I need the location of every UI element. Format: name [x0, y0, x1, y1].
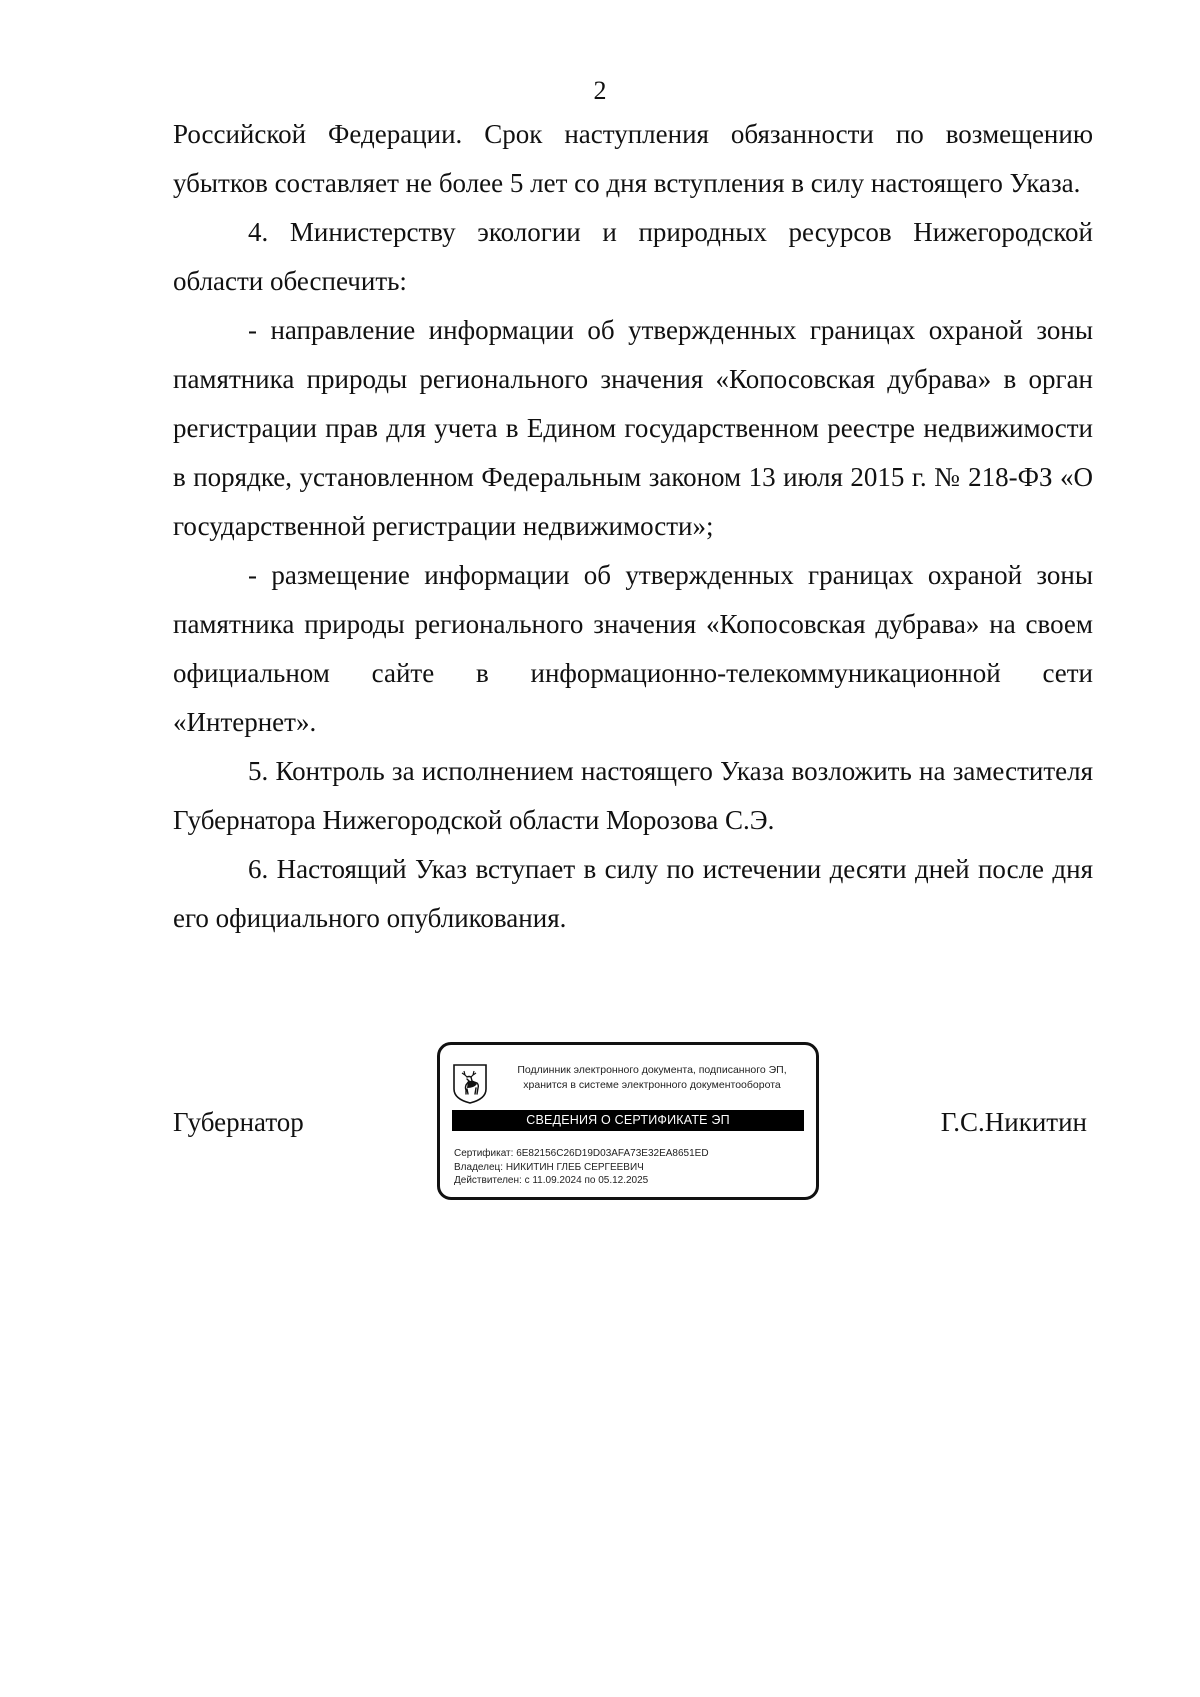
paragraph-item-4-dash-2: - размещение информации об утвержденных границах охраной зоны памятника природы регионального значения «Копосовская дубрава» на своем официальном сайте в информационно-телекоммуникационной сети «Интернет».: [173, 560, 1093, 737]
stamp-details: [454, 1147, 709, 1188]
stamp-note-line: хранится в системе электронного документооборота: [523, 1079, 781, 1091]
stamp-note-line: Подлинник электронного документа, подписанного ЭП,: [517, 1064, 787, 1076]
electronic-signature-stamp: [437, 1042, 819, 1200]
stamp-certificate-row: [454, 1147, 709, 1161]
paragraph-item-5: 5. Контроль за исполнением настоящего Указа возложить на заместителя Губернатора Нижегородской области Морозова С.Э.: [173, 756, 1093, 835]
paragraph-item-6: 6. Настоящий Указ вступает в силу по истечении десяти дней после дня его официального опубликования.: [173, 854, 1093, 933]
stamp-valid-label: Действителен:: [454, 1175, 522, 1186]
signatory-name: Г.С.Никитин: [940, 1107, 1087, 1137]
paragraph-continuation: Российской Федерации. Срок наступления обязанности по возмещению убытков составляет не более 5 лет со дня вступления в силу настоящего Указа.: [173, 119, 1093, 198]
stamp-certificate-value: 6E82156C26D19D03AFA73E32EA8651ED: [516, 1148, 709, 1159]
deer-coat-of-arms-icon: [452, 1063, 488, 1105]
paragraph-item-4: 4. Министерству экологии и природных ресурсов Нижегородской области обеспечить:: [173, 217, 1093, 296]
paragraph-item-4-dash-1: - направление информации об утвержденных границах охраной зоны памятника природы регионального значения «Копосовская дубрава» в орган регистрации прав для учета в Едином государственном реестре недвижимости в порядке, установленном Федеральным законом 13 июля 2015 г. № 218-ФЗ «О государственной регистрации недвижимости»;: [173, 315, 1093, 541]
stamp-owner-row: [454, 1161, 709, 1175]
page-number: 2: [593, 76, 607, 105]
signatory-title: Губернатор: [173, 1107, 304, 1137]
stamp-header: СВЕДЕНИЯ О СЕРТИФИКАТЕ ЭП: [452, 1110, 804, 1131]
stamp-certificate-label: Сертификат:: [454, 1148, 514, 1159]
stamp-valid-value: с 11.09.2024 по 05.12.2025: [524, 1175, 649, 1186]
stamp-note: [502, 1063, 802, 1093]
stamp-owner-label: Владелец:: [454, 1161, 504, 1173]
stamp-valid-row: [454, 1174, 709, 1188]
stamp-owner-value: НИКИТИН ГЛЕБ СЕРГЕЕВИЧ: [505, 1161, 644, 1173]
document-body: [173, 110, 1093, 943]
